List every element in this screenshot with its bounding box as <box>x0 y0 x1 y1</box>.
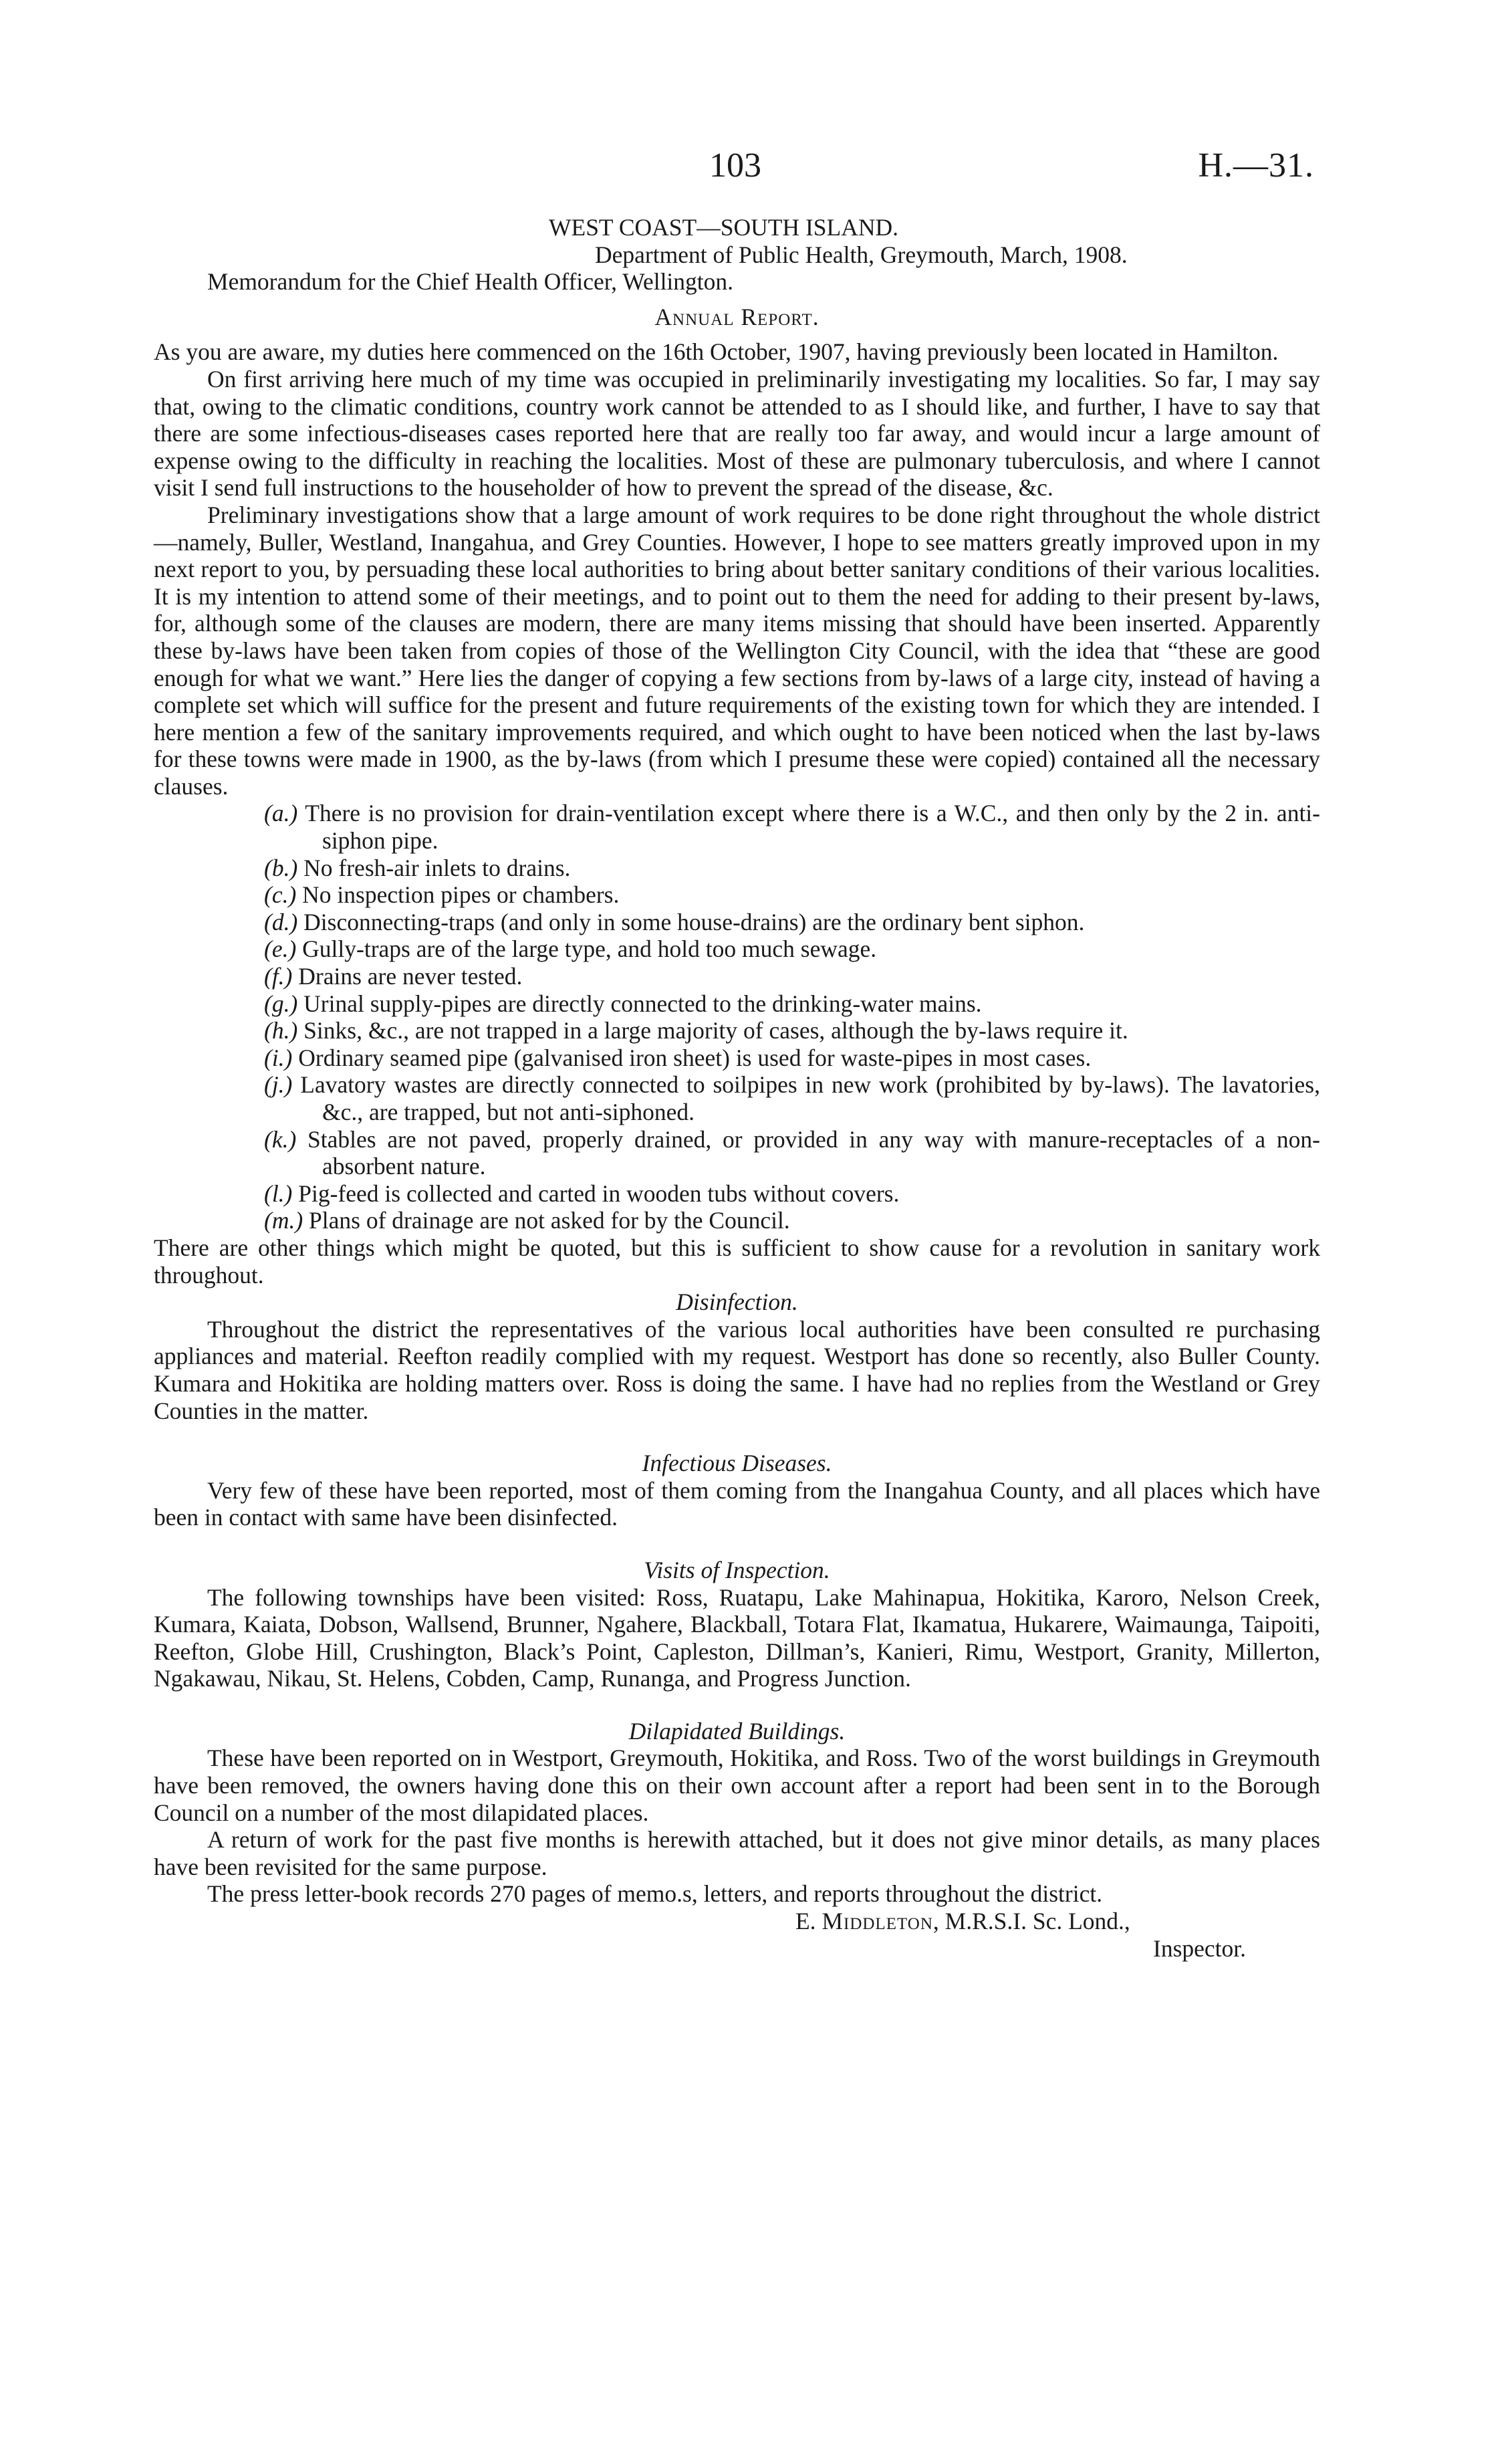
list-item-text: Sinks, &c., are not trapped in a large majority of cases, although the by-laws require it. <box>303 1017 1128 1044</box>
dilapidated-paragraph-2: A return of work for the past five months is herewith attached, but it does not give minor details, as many places have been revisited for the same purpose. <box>154 1826 1320 1880</box>
list-item-text: Urinal supply-pipes are directly connected to the drinking-water mains. <box>303 990 982 1017</box>
list-item-text: Gully-traps are of the large type, and hold too much sewage. <box>302 935 877 963</box>
list-item-text: Drains are never tested. <box>298 963 523 990</box>
document-body <box>154 214 1320 1962</box>
disinfection-heading: Disinfection. <box>676 1289 798 1316</box>
list-item-text: Stables are not paved, properly drained, or provided in any way with manure-receptacles of a non-absorbent nature. <box>307 1125 1321 1180</box>
page-number: 103 <box>709 146 761 185</box>
list-item-label: (g.) <box>264 990 298 1017</box>
after-list-paragraph: There are other things which might be quoted, but this is sufficient to show cause for a revolution in sanitary work throughout. <box>154 1234 1320 1289</box>
list-item <box>264 800 1320 854</box>
list-item <box>264 1126 1320 1180</box>
list-item-text: Disconnecting-traps (and only in some house-drains) are the ordinary bent siphon. <box>303 908 1085 935</box>
signature-name: Middleton <box>822 1908 933 1935</box>
intro-paragraph-2: On first arriving here much of my time was occupied in preliminarily investigating my localities. So far, I may say that, owing to the climatic conditions, country work cannot be attended to as I should like, and further, I have to say that there are some infectious-diseases cases reported here that are really too far away, and would incur a large amount of expense owing to the difficulty in reaching the localities. Most of these are pulmonary tuberculosis, and where I cannot visit I send full instructions to the householder of how to prevent the spread of the disease, &c. <box>154 365 1320 501</box>
list-item-text: There is no provision for drain-ventilation except where there is a W.C., and then only by the 2 in. anti-siphon pipe. <box>305 800 1320 855</box>
list-item-label: (c.) <box>264 881 297 909</box>
list-item-text: Pig-feed is collected and carted in wooden tubs without covers. <box>298 1180 900 1207</box>
list-item-text: Ordinary seamed pipe (galvanised iron sheet) is used for waste-pipes in most cases. <box>298 1044 1092 1071</box>
visits-heading: Visits of Inspection. <box>644 1556 830 1583</box>
signature-title: Inspector. <box>1153 1934 1247 1962</box>
list-item <box>264 909 1320 936</box>
list-item <box>264 1180 1320 1208</box>
list-item <box>264 1207 1320 1234</box>
memo-line: Memorandum for the Chief Health Officer, Wellington. <box>207 268 734 296</box>
list-item <box>264 881 1320 909</box>
intro-paragraph-3: Preliminary investigations show that a large amount of work requires to be done right throughout the whole district—namely, Buller, Westland, Inangahua, and Grey Counties. However, I hope to see matters greatly improved upon in my next report to you, by persuading these local authorities to bring about better sanitary conditions of their various localities. It is my intention to attend some of their meetings, and to point out to them the need for adding to their present by-laws, for, although some of the clauses are modern, there are many items missing that should have been inserted. Apparently these by-laws have been taken from copies of those of the Wellington City Council, with the idea that “these are good enough for what we want.” Here lies the danger of copying a few sections from by-laws of a large city, instead of having a complete set which will suffice for the present and future requirements of the existing town for which they are intended. I here mention a few of the sanitary improvements required, and which ought to have been noticed when the last by-laws for these towns were made in 1900, as the by-laws (from which I presume these were copied) contained all the necessary clauses. <box>154 501 1320 800</box>
signature-line <box>154 1908 1320 1935</box>
infectious-heading: Infectious Diseases. <box>642 1450 832 1477</box>
list-item-label: (j.) <box>264 1071 293 1099</box>
list-item-label: (d.) <box>264 908 298 935</box>
list-item-label: (k.) <box>264 1125 297 1153</box>
list-item <box>264 1044 1320 1072</box>
dilapidated-paragraph-3: The press letter-book records 270 pages of memo.s, letters, and reports throughout the district. <box>207 1880 1103 1908</box>
list-item <box>264 935 1320 963</box>
intro-paragraph-1: As you are aware, my duties here commenced on the 16th October, 1907, having previously been located in Hamilton. <box>154 338 1279 366</box>
list-item-label: (f.) <box>264 963 293 990</box>
list-item-text: No fresh-air inlets to drains. <box>303 854 571 881</box>
list-item-label: (m.) <box>264 1207 303 1234</box>
list-item-label: (i.) <box>264 1044 293 1071</box>
list-item-text: Plans of drainage are not asked for by the Council. <box>309 1207 790 1234</box>
list-item <box>264 1071 1320 1125</box>
list-item-label: (h.) <box>264 1017 298 1044</box>
department-line: Department of Public Health, Greymouth, March, 1908. <box>595 241 1128 268</box>
list-item-label: (b.) <box>264 854 298 881</box>
list-item <box>264 1017 1320 1044</box>
list-item-text: Lavatory wastes are directly connected to soilpipes in new work (prohibited by by-laws). The lavatories, &c., are trapped, but not anti-siphoned. <box>300 1071 1320 1125</box>
list-item <box>264 963 1320 990</box>
infectious-paragraph: Very few of these have been reported, most of them coming from the Inangahua County, and all places which have been in contact with same have been disinfected. <box>154 1476 1320 1531</box>
list-item <box>264 855 1320 882</box>
document-reference: H.—31. <box>1198 146 1314 185</box>
list-item-label: (e.) <box>264 935 297 963</box>
list-item <box>264 990 1320 1018</box>
list-item-text: No inspection pipes or chambers. <box>302 881 620 909</box>
list-item-label: (l.) <box>264 1180 293 1207</box>
signature-qualifications: , M.R.S.I. Sc. Lond., <box>932 1908 1130 1935</box>
section-title: WEST COAST—SOUTH ISLAND. <box>549 214 898 241</box>
dilapidated-heading: Dilapidated Buildings. <box>628 1717 846 1745</box>
signature-prefix: E. <box>795 1908 822 1935</box>
disinfection-paragraph: Throughout the district the representatives of the various local authorities have been consulted re purchasing appliances and material. Reefton readily complied with my request. Westport has done so recently, also Buller County. Kumara and Hokitika are holding matters over. Ross is doing the same. I have had no replies from the Westland or Grey Counties in the matter. <box>154 1315 1320 1424</box>
list-item-label: (a.) <box>264 800 298 827</box>
visits-paragraph: The following townships have been visited: Ross, Ruatapu, Lake Mahinapua, Hokitika, Karoro, Nelson Creek, Kumara, Kaiata, Dobson, Wallsend, Brunner, Ngahere, Blackball, Totara Flat, Ikamatua, Hukarere, Waimaunga, Taipoiti, Reefton, Globe Hill, Crushington, Black’s Point, Capleston, Dillman’s, Kanieri, Rimu, Westport, Granity, Millerton, Ngakawau, Nikau, St. Helens, Cobden, Camp, Runanga, and Progress Junction. <box>154 1583 1320 1692</box>
dilapidated-paragraph-1: These have been reported on in Westport, Greymouth, Hokitika, and Ross. Two of the worst buildings in Greymouth have been removed, the owners having done this on their own account after a report had been sent in to the Borough Council on a number of the most dilapidated places. <box>154 1745 1320 1826</box>
report-heading: Annual Report. <box>654 303 820 330</box>
improvements-list <box>154 800 1320 1234</box>
